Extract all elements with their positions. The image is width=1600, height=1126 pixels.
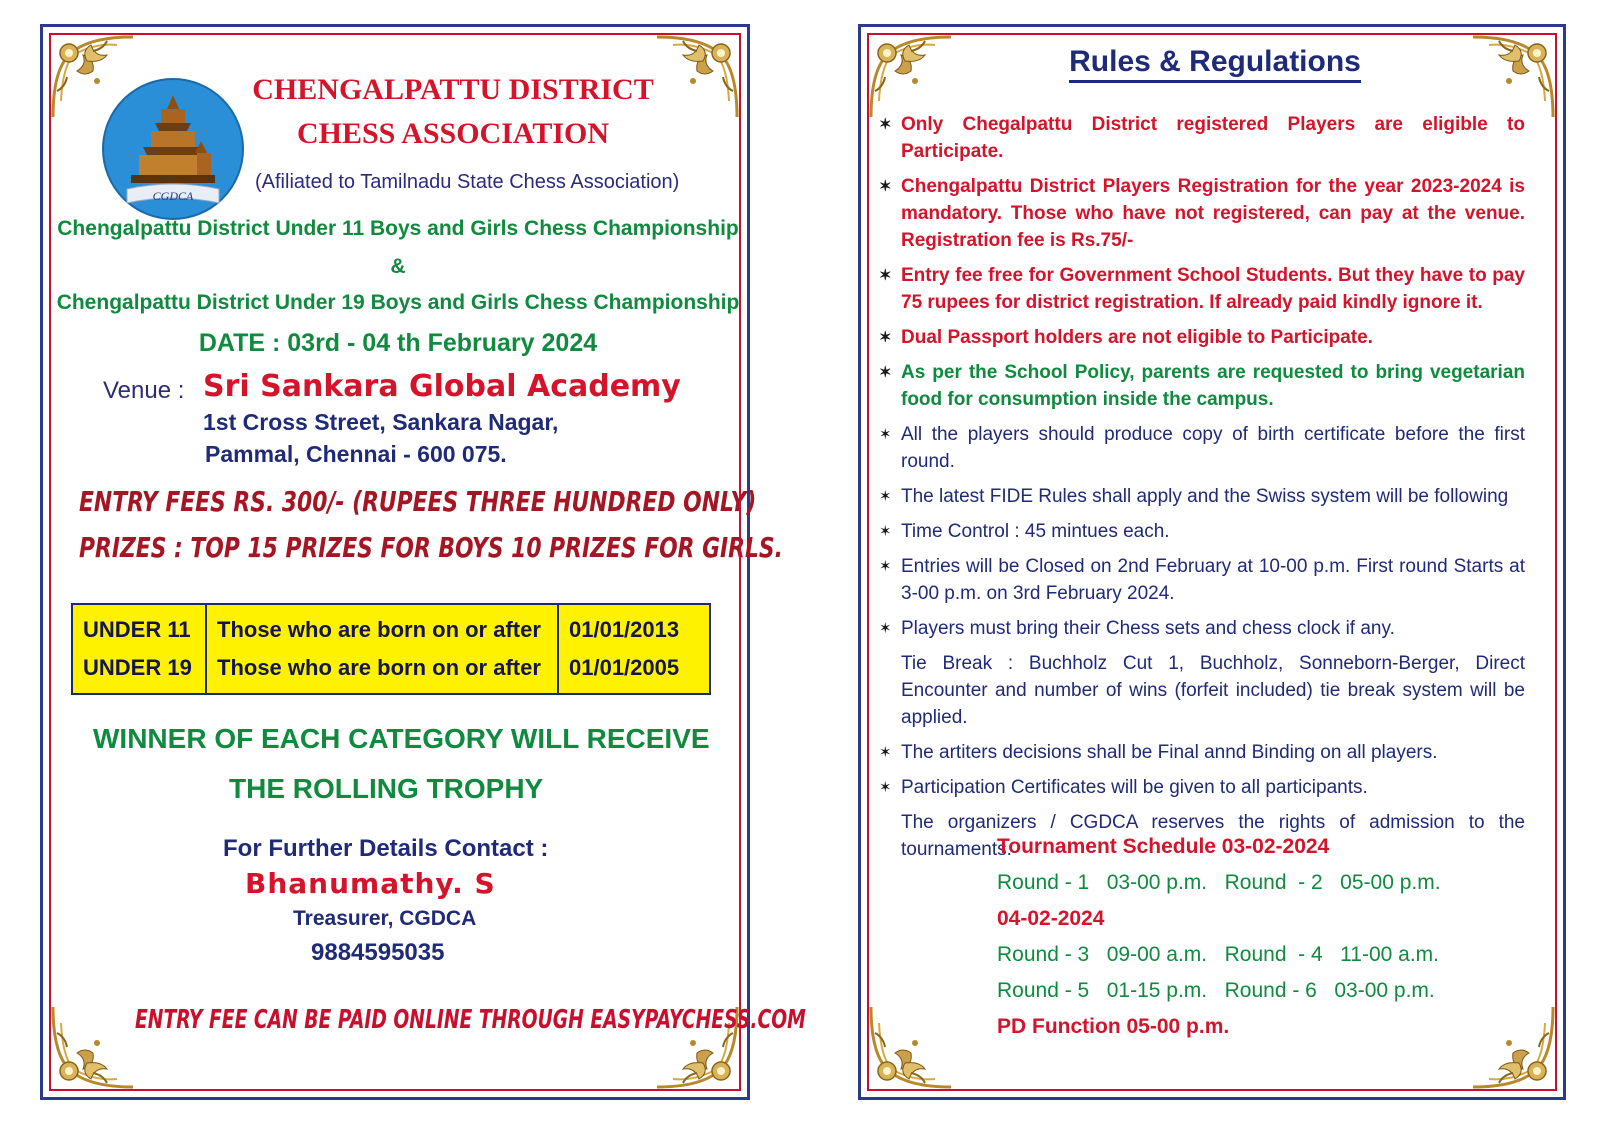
- rules-title: [861, 45, 1569, 79]
- ampersand: &: [390, 255, 406, 278]
- star-bullet-icon: ✶: [879, 779, 892, 796]
- schedule-day1: Round - 1 03-00 p.m. Round - 2 05-00 p.m.: [997, 871, 1441, 894]
- date-cell: 01/01/2005: [558, 649, 710, 694]
- star-bullet-icon: ✶: [879, 744, 892, 761]
- temple-logo-icon: [101, 77, 245, 221]
- rule-text: Entry fee free for Government School Students. But they have to pay 75 rupees for district registration. If already paid kindly ignore it.: [901, 265, 1525, 313]
- venue-address-line2: Pammal, Chennai - 600 075.: [205, 441, 507, 467]
- affiliation-text: (Afiliated to Tamilnadu State Chess Association): [255, 171, 680, 193]
- rule-item: [875, 324, 1525, 351]
- venue-address-line1: 1st Cross Street, Sankara Nagar,: [203, 409, 559, 435]
- venue-name: Sri Sankara Global Academy: [203, 369, 681, 404]
- rule-item: [875, 262, 1525, 316]
- star-bullet-icon: ✶: [879, 488, 892, 505]
- category-cell: UNDER 19: [72, 649, 206, 694]
- rule-text: Chengalpattu District Players Registration for the year 2023-2024 is mandatory. Those who have not registered, can pay at the venue. Registration fee is Rs.75/-: [901, 176, 1525, 251]
- contact-role: Treasurer, CGDCA: [293, 907, 477, 930]
- rule-item: [875, 173, 1525, 254]
- rule-text: Entries will be Closed on 2nd February at 10-00 p.m. First round Starts at 3-00 p.m. on 3rd February 2024.: [901, 556, 1525, 604]
- org-name-line2: CHESS ASSOCIATION: [296, 117, 610, 150]
- star-bullet-icon: ✶: [879, 426, 892, 443]
- table-row: [72, 649, 710, 694]
- rule-item: [875, 111, 1525, 165]
- rule-cell: Those who are born on or after: [206, 604, 558, 649]
- rule-item: [875, 774, 1525, 801]
- flyer-left-panel: [40, 24, 806, 1100]
- rule-text: Tie Break : Buchholz Cut 1, Buchholz, Sonneborn-Berger, Direct Encounter and number of wins (forfeit included) tie break system will be applied.: [901, 653, 1525, 728]
- contact-label: For Further Details Contact :: [223, 835, 549, 862]
- rule-item: [875, 553, 1525, 607]
- star-bullet-icon: ✶: [879, 620, 892, 637]
- championship-title-u19: Chengalpattu District Under 19 Boys and Girls Chess Championship: [56, 291, 740, 314]
- rule-text: Only Chegalpattu District registered Players are eligible to Participate.: [901, 114, 1525, 162]
- rule-item: [875, 421, 1525, 475]
- pd-function: PD Function 05-00 p.m.: [997, 1015, 1230, 1038]
- rules-list: [875, 111, 1525, 871]
- schedule-day2-morning: Round - 3 09-00 a.m. Round - 4 11-00 a.m.: [997, 943, 1440, 966]
- rule-cell: Those who are born on or after: [206, 649, 558, 694]
- rule-text: Players must bring their Chess sets and chess clock if any.: [901, 618, 1395, 639]
- contact-name: Bhanumathy. S: [245, 867, 496, 900]
- rule-text: The artiters decisions shall be Final annd Binding on all players.: [901, 742, 1438, 763]
- rule-text: Participation Certificates will be given to all participants.: [901, 777, 1368, 798]
- corner-ornament-icon: [1467, 1001, 1559, 1093]
- winner-line2: THE ROLLING TROPHY: [229, 773, 544, 804]
- entry-fees-text: ENTRY FEES RS. 300/- (RUPEES THREE HUNDRED ONLY): [79, 485, 757, 518]
- table-row: [72, 604, 710, 649]
- corner-ornament-icon: [651, 31, 743, 123]
- event-date: DATE : 03rd - 04 th February 2024: [198, 329, 598, 357]
- rule-item: [875, 359, 1525, 413]
- svg-text:CGDCA: CGDCA: [152, 189, 194, 203]
- rule-item: [875, 483, 1525, 510]
- rule-item: [875, 615, 1525, 642]
- prizes-text: PRIZES : TOP 15 PRIZES FOR BOYS 10 PRIZES FOR GIRLS.: [79, 531, 783, 564]
- rule-item: [875, 518, 1525, 545]
- rule-text: The latest FIDE Rules shall apply and the Swiss system will be following: [901, 486, 1509, 507]
- age-eligibility-table: [71, 603, 711, 695]
- rules-title-text: Rules & Regulations: [1069, 45, 1361, 83]
- online-payment-note: ENTRY FEE CAN BE PAID ONLINE THROUGH EASYPAYCHESS.COM: [135, 1005, 806, 1035]
- cgdca-logo: [101, 77, 245, 221]
- rule-text: The organizers / CGDCA reserves the rights of admission to the tournaments.: [901, 812, 1525, 860]
- schedule-day2-afternoon: Round - 5 01-15 p.m. Round - 6 03-00 p.m.: [997, 979, 1435, 1002]
- contact-phone: 9884595035: [311, 939, 445, 966]
- rule-text: Time Control : 45 mintues each.: [901, 521, 1170, 542]
- rule-text: Dual Passport holders are not eligible to Participate.: [901, 327, 1373, 348]
- star-bullet-icon: ✶: [879, 178, 892, 195]
- star-bullet-icon: ✶: [879, 116, 892, 133]
- star-bullet-icon: ✶: [879, 329, 892, 346]
- star-bullet-icon: ✶: [879, 267, 892, 284]
- org-name-line1: CHENGALPATTU DISTRICT: [252, 73, 654, 106]
- championship-title-u11: Chengalpattu District Under 11 Boys and Girls Chess Championship: [57, 217, 739, 240]
- rule-item: [875, 650, 1525, 731]
- corner-ornament-icon: [865, 1001, 957, 1093]
- date-cell: 01/01/2013: [558, 604, 710, 649]
- venue-label: Venue :: [103, 377, 185, 404]
- rule-item: [875, 739, 1525, 766]
- rule-text: All the players should produce copy of birth certificate before the first round.: [901, 424, 1525, 472]
- winner-line1: WINNER OF EACH CATEGORY WILL RECEIVE: [93, 723, 710, 754]
- star-bullet-icon: ✶: [879, 364, 892, 381]
- rule-text: As per the School Policy, parents are requested to bring vegetarian food for consumption inside the campus.: [901, 362, 1525, 410]
- category-cell: UNDER 11: [72, 604, 206, 649]
- schedule-date2: 04-02-2024: [997, 907, 1105, 930]
- corner-ornament-icon: [47, 1001, 139, 1093]
- schedule-title: Tournament Schedule 03-02-2024: [997, 835, 1330, 858]
- star-bullet-icon: ✶: [879, 558, 892, 575]
- flyer-right-panel: [858, 24, 1566, 1100]
- star-bullet-icon: ✶: [879, 523, 892, 540]
